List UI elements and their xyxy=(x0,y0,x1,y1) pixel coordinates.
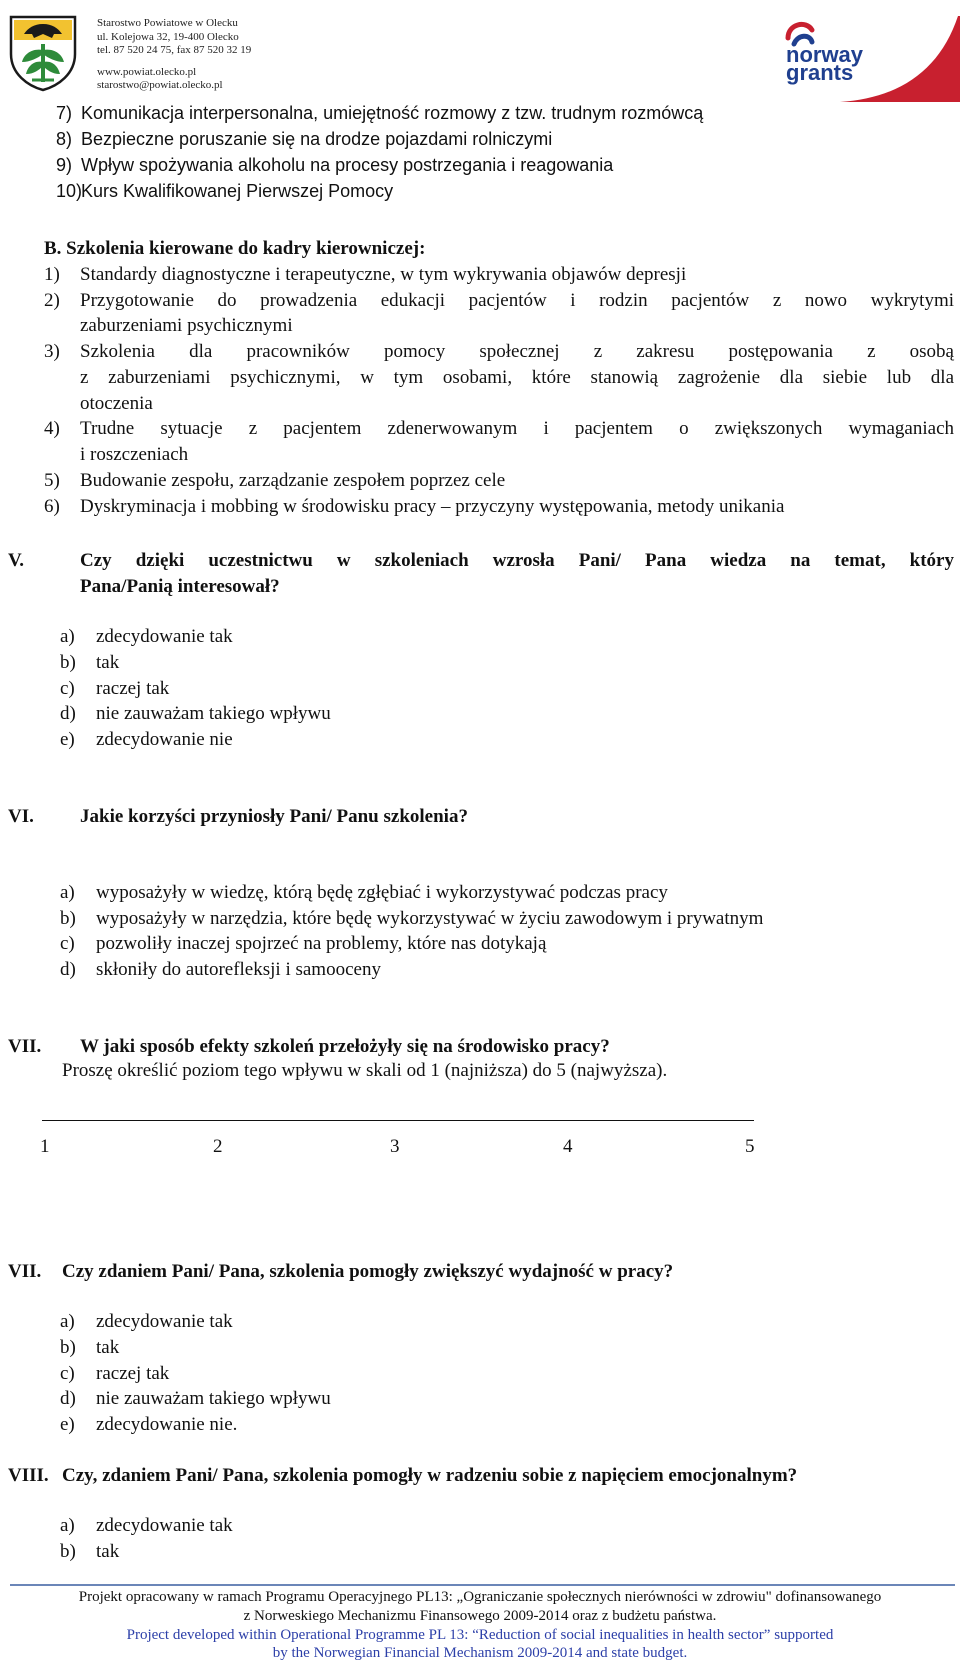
item-number: 2) xyxy=(44,290,60,311)
question-number: VII. xyxy=(8,1036,42,1057)
item-text: Trudne sytuacje z pacjentem zdenerwowanym i pacjentem o zwiększonych wymaganiach xyxy=(80,418,954,439)
option-text: nie zauważam takiego wpływu xyxy=(96,703,331,724)
option-text: zdecydowanie tak xyxy=(96,1515,233,1536)
item-number: 5) xyxy=(44,470,60,491)
scale-value-5: 5 xyxy=(745,1136,755,1157)
list-item: 7) xyxy=(56,103,73,123)
item-text: zaburzeniami psychicznymi xyxy=(80,315,293,336)
option-letter: a) xyxy=(60,882,75,903)
list-item: 9) xyxy=(56,155,73,175)
office-address: ul. Kolejowa 32, 19-400 Olecko xyxy=(97,30,239,43)
logo-grants-text: grants xyxy=(786,60,854,85)
logo-norway-text: norway xyxy=(786,42,864,67)
option-text: tak xyxy=(96,652,120,673)
option-letter: c) xyxy=(60,1363,75,1384)
option-text: raczej tak xyxy=(96,678,170,699)
scale-value-3: 3 xyxy=(390,1136,400,1157)
question-number: V. xyxy=(8,550,25,571)
list-item: 8) xyxy=(56,129,73,149)
item-text: Szkolenia dla pracowników pomocy społecznej z zakresu postępowania z osobą xyxy=(80,341,954,362)
question-text: Czy dzięki uczestnictwu w szkoleniach wzrosła Pani/ Pana wiedza na temat, który xyxy=(80,550,954,571)
item-text: Standardy diagnostyczne i terapeutyczne, w tym wykrywania objawów depresji xyxy=(80,264,687,285)
option-letter: d) xyxy=(60,1388,76,1409)
item-number: 1) xyxy=(44,264,60,285)
office-name: Starostwo Powiatowe w Olecku xyxy=(97,17,238,29)
option-letter: e) xyxy=(60,729,75,750)
option-letter: a) xyxy=(60,1311,75,1332)
rating-scale-line xyxy=(42,1120,754,1121)
option-letter: e) xyxy=(60,1414,75,1435)
list-item-text: Komunikacja interpersonalna, umiejętność rozmowy z tzw. trudnym rozmówcą xyxy=(81,103,704,123)
olecko-county-crest-logo xyxy=(8,14,78,92)
list-item-text: Kurs Kwalifikowanej Pierwszej Pomocy xyxy=(81,181,394,201)
option-text: wyposażyły w wiedzę, którą będę zgłębiać i wykorzystywać podczas pracy xyxy=(96,882,668,903)
option-text: pozwoliły inaczej spojrzeć na problemy, które nas dotykają xyxy=(96,933,547,954)
option-letter: a) xyxy=(60,1515,75,1536)
item-text: i roszczeniach xyxy=(80,444,189,465)
option-text: wyposażyły w narzędzia, które będę wykorzystywać w życiu zawodowym i prywatnym xyxy=(96,908,764,929)
option-letter: b) xyxy=(60,1541,76,1562)
question-number: VII. xyxy=(8,1261,42,1282)
list-item-text: Bezpieczne poruszanie się na drodze pojazdami rolniczymi xyxy=(81,129,553,149)
footer-divider xyxy=(10,1584,955,1586)
option-text: raczej tak xyxy=(96,1363,170,1384)
question-text: Czy zdaniem Pani/ Pana, szkolenia pomogły zwiększyć wydajność w pracy? xyxy=(62,1261,674,1282)
office-phone: tel. 87 520 24 75, fax 87 520 32 19 xyxy=(97,44,252,56)
option-letter: d) xyxy=(60,959,76,980)
item-text: Przygotowanie do prowadzenia edukacji pacjentów i rodzin pacjentów z nowo wykrytymi xyxy=(80,290,954,311)
option-text: tak xyxy=(96,1337,120,1358)
office-email: starostwo@powiat.olecko.pl xyxy=(97,79,223,91)
question-number: VI. xyxy=(8,806,34,827)
option-text: nie zauważam takiego wpływu xyxy=(96,1388,331,1409)
list-item: 10) xyxy=(56,181,83,201)
scale-value-4: 4 xyxy=(563,1136,573,1157)
option-text: zdecydowanie tak xyxy=(96,1311,233,1332)
question-text: Jakie korzyści przyniosły Pani/ Panu szkolenia? xyxy=(80,806,468,827)
norway-grants-logo xyxy=(780,10,960,102)
question-number: VIII. xyxy=(8,1465,49,1486)
question-text: W jaki sposób efekty szkoleń przełożyły się na środowisko pracy? xyxy=(80,1036,610,1057)
option-letter: c) xyxy=(60,933,75,954)
question-instruction: Proszę określić poziom tego wpływu w skali od 1 (najniższa) do 5 (najwyższa). xyxy=(62,1060,668,1081)
question-text: Czy, zdaniem Pani/ Pana, szkolenia pomogły w radzeniu sobie z napięciem emocjonalnym? xyxy=(62,1465,798,1486)
item-number: 3) xyxy=(44,341,60,362)
option-letter: a) xyxy=(60,626,75,647)
footer-english-line-2: by the Norwegian Financial Mechanism 2009-2014 and state budget. xyxy=(272,1645,688,1661)
footer-polish-line-1: Projekt opracowany w ramach Programu Operacyjnego PL13: „Ograniczanie społecznych nierówności w zdrowiu" dofinansowanego xyxy=(78,1589,882,1605)
section-b-title: B. Szkolenia kierowane do kadry kierowniczej: xyxy=(44,238,426,259)
option-letter: c) xyxy=(60,678,75,699)
office-website: www.powiat.olecko.pl xyxy=(97,65,197,78)
option-letter: d) xyxy=(60,703,76,724)
item-text: Dyskryminacja i mobbing w środowisku pracy – przyczyny występowania, metody unikania xyxy=(80,496,785,517)
item-text: z zaburzeniami psychicznymi, w tym osobami, które stanowią zagrożenie dla siebie lub dla xyxy=(80,367,954,388)
question-text: Pana/Panią interesował? xyxy=(80,576,280,597)
option-text: zdecydowanie nie. xyxy=(96,1414,238,1435)
footer-polish-line-2: z Norweskiego Mechanizmu Finansowego 2009-2014 oraz z budżetu państwa. xyxy=(243,1608,717,1624)
scale-value-1: 1 xyxy=(40,1136,50,1157)
footer-english-line-1: Project developed within Operational Programme PL 13: “Reduction of social inequalities in health sector” supported xyxy=(126,1627,834,1643)
county-office-contact xyxy=(97,17,251,93)
option-text: tak xyxy=(96,1541,120,1562)
item-number: 6) xyxy=(44,496,60,517)
item-number: 4) xyxy=(44,418,60,439)
item-text: otoczenia xyxy=(80,393,153,414)
option-letter: b) xyxy=(60,908,76,929)
scale-value-2: 2 xyxy=(213,1136,223,1157)
option-text: zdecydowanie tak xyxy=(96,626,233,647)
option-letter: b) xyxy=(60,1337,76,1358)
list-item-text: Wpływ spożywania alkoholu na procesy postrzegania i reagowania xyxy=(81,155,614,175)
option-letter: b) xyxy=(60,652,76,673)
option-text: skłoniły do autorefleksji i samooceny xyxy=(96,959,381,980)
item-text: Budowanie zespołu, zarządzanie zespołem poprzez cele xyxy=(80,470,506,491)
option-text: zdecydowanie nie xyxy=(96,729,233,750)
